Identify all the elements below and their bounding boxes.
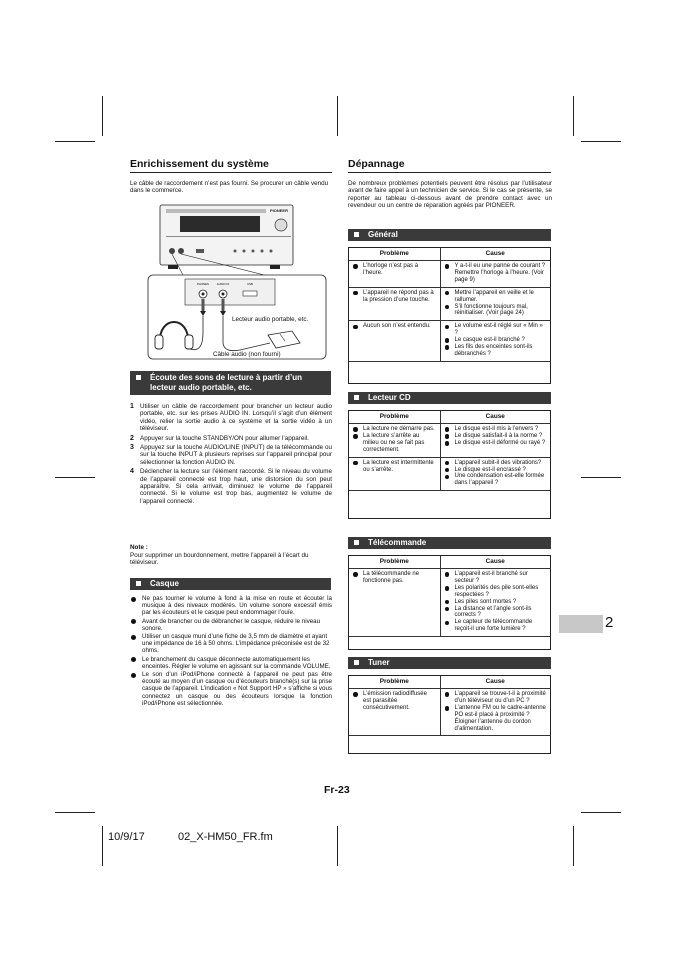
volume-knob xyxy=(275,219,287,231)
label-audio-cable: Câble audio (non fourni) xyxy=(213,351,281,358)
crop-mark xyxy=(337,826,338,866)
footer-filename: 02_X-HM50_FR.fm xyxy=(178,831,273,843)
chapter-tab-number: 2 xyxy=(605,614,614,631)
section-title: Enrichissement du système xyxy=(130,158,269,170)
crop-mark xyxy=(573,826,574,866)
label-portable-player: Lecteur audio portable, etc. xyxy=(232,316,309,323)
table-row: La télécommande ne fonctionne pas. L’appareil est-il branché sur secteur ? Les polarités des pile sont-elles respectées ? Les piles sont mortes ? La distance et l’angle sont-ils corrects ? Le capteur de télécommande reçoit-il une forte lumière ? xyxy=(349,569,550,637)
column-header-problem: Problème xyxy=(349,248,440,261)
casque-bullet-list xyxy=(130,595,332,708)
troubleshooting-intro: De nombreux problèmes potentiels peuvent être résolus par l’utilisateur avant de faire appel à un technicien de service. Si le cas se présente, se reporter au tableau ci-dessous avant de prendre contact avec un revendeur ou un centre de réparation agréés par PIONEER. xyxy=(348,180,552,210)
step-item: 2 Appuyer sur la touche STANDBY/ON pour allumer l’appareil. xyxy=(130,434,309,442)
connection-illustration xyxy=(140,203,335,363)
column-header-problem: Problème xyxy=(349,676,440,689)
section-heading-cd: Lecteur CD xyxy=(348,392,551,404)
note-text: Pour supprimer un bourdonnement, mettre l’appareil à l’écart du téléviseur. xyxy=(130,552,309,567)
stereo-unit xyxy=(160,205,293,265)
column-header-cause: Cause xyxy=(440,248,550,261)
crop-mark xyxy=(581,477,621,478)
list-item: Ne pas tourner le volume à fond à la mise en route et écouter la musique à des niveaux modérés. Un volume sonore excessif émis par les écouteurs et le casque peut endommager l’ouïe. xyxy=(130,595,332,617)
column-header-cause: Cause xyxy=(440,676,550,689)
crop-mark xyxy=(573,96,574,136)
footer-date: 10/9/17 xyxy=(108,831,145,843)
note-title: Note : xyxy=(130,544,148,551)
crop-mark xyxy=(337,96,338,136)
display-window xyxy=(180,216,260,232)
crop-mark xyxy=(581,141,621,142)
crop-mark xyxy=(55,141,95,142)
section-heading-casque: Casque xyxy=(130,578,331,590)
step-item: 1 Utiliser un câble de raccordement pour brancher un lecteur audio portable, etc. sur les prises AUDIO IN. Lorsqu’il s’agit d’un élément vidéo, relier la sortie audio à ce système et la sortie vidéo à un téléviseur. xyxy=(130,403,332,433)
list-item: Le son d’un iPod/iPhone connecté à l’appareil ne peut pas être écouté au moyen d’un casque ou d’écouteurs branché(s) sur la prise casque de l’appareil. L’indication « Not Support HP » s’affiche si vous connectez un casque ou des écouteurs lorsque la fonction iPod/iPhone est sélectionnée. xyxy=(130,671,332,707)
column-header-problem: Problème xyxy=(349,556,440,569)
page-number: Fr-23 xyxy=(324,784,350,796)
crop-mark xyxy=(55,812,95,813)
step-list xyxy=(130,403,332,507)
square-bullet-icon xyxy=(136,375,141,380)
crop-mark xyxy=(581,812,621,813)
step-item: 4 Déclencher la lecture sur l’élément raccordé. Si le niveau du volume de l’appareil connecté est trop haut, une distorsion du son peut apparaître. Si cela arrivait, diminuez le volume de l’appareil connecté. Si le volume est trop bas, augmentez le volume de l’appareil connecté. xyxy=(130,468,332,505)
square-bullet-icon xyxy=(136,581,141,586)
table-row: L’horloge n’est pas à l’heure. Y a-t-il eu une panne de courant ? Remettre l’horloge à l’heure. (Voir page 9) xyxy=(349,261,550,288)
section-heading-general: Général xyxy=(348,229,551,241)
table-remote xyxy=(348,555,551,650)
square-bullet-icon xyxy=(354,232,359,237)
column-header-problem: Problème xyxy=(349,411,440,424)
title-rule xyxy=(130,172,332,173)
port-phones-label: PHONES xyxy=(197,282,209,286)
square-bullet-icon xyxy=(354,660,359,665)
crop-mark xyxy=(55,477,95,478)
list-item: Avant de brancher ou de débrancher le casque, réduire le niveau sonore. xyxy=(130,618,332,632)
section-heading-tuner: Tuner xyxy=(348,657,551,669)
section-title: Dépannage xyxy=(348,158,405,170)
section-heading-audio-in: Écoute des sons de lecture à partir d’un lecteur audio portable, etc. xyxy=(130,371,331,395)
table-row: La lecture ne démarre pas. La lecture s’arrête au milieu ou ne se fait pas correctement. Le disque est-il mis à l’envers ? Le disque satisfait-il à la norme ? Le disque est-il déformé ou rayé ? xyxy=(349,424,550,458)
list-item: Utiliser un casque muni d’une fiche de 3,5 mm de diamètre et ayant une impédance de 16 à 50 ohms. L’impédance préconisée est de 32 ohms. xyxy=(130,633,332,655)
table-tuner xyxy=(348,675,551,754)
crop-mark xyxy=(102,96,103,136)
column-header-cause: Cause xyxy=(440,556,550,569)
table-row: La lecture est intermittente ou s’arrête. L’appareil subit-il des vibrations? Le disque est-il encrassé ? Une condensation est-elle formée dans l’appareil ? xyxy=(349,457,550,491)
intro-text: Le câble de raccordement n’est pas fourni. Se procurer un câble vendu dans le commerce. xyxy=(130,180,329,195)
brand-logo: PIONEER xyxy=(269,208,288,213)
port-audio-in-label: AUDIO IN xyxy=(216,282,230,286)
chapter-tab xyxy=(559,615,603,633)
list-item: Le branchement du casque déconnecte automatiquement les enceintes. Régler le volume en agissant sur la commande VOLUME. xyxy=(130,656,332,670)
table-row: L’émission radiodiffusée est parasitée consécutivement. L’appareil se trouve-t-il à proximité d’un téléviseur ou d’un PC ? L’antenne FM ou le cadre-antenne PO est-il placé à proximité ? Éloigner l’antenne du cordon d’alimentation. xyxy=(349,689,550,736)
table-cd xyxy=(348,410,551,519)
table-row: Aucun son n’est entendu. Le volume est-il réglé sur « Min » ? Le casque est-il branché ? Les fils des enceintes sont-ils débranchés ? xyxy=(349,321,550,362)
usb-port xyxy=(243,291,257,296)
port-usb-label: USB xyxy=(247,282,253,286)
crop-mark xyxy=(102,826,103,866)
section-heading-remote: Télécommande xyxy=(348,537,551,549)
square-bullet-icon xyxy=(354,395,359,400)
square-bullet-icon xyxy=(354,540,359,545)
title-rule xyxy=(348,172,551,173)
table-row: L’appareil ne répond pas à la pression d’une touche. Mettre l’appareil en veille et le rallumer. S’il fonctionne toujours mal, réinitialiser. (Voir page 24) xyxy=(349,287,550,321)
column-header-cause: Cause xyxy=(440,411,550,424)
step-item: 3 Appuyez sur la touche AUDIO/LINE (INPUT) de la télécommande ou sur la touche INPUT à plusieurs reprises sur l’appareil principal pour sélectionner la fonction AUDIO IN. xyxy=(130,444,332,466)
table-general xyxy=(348,247,551,384)
